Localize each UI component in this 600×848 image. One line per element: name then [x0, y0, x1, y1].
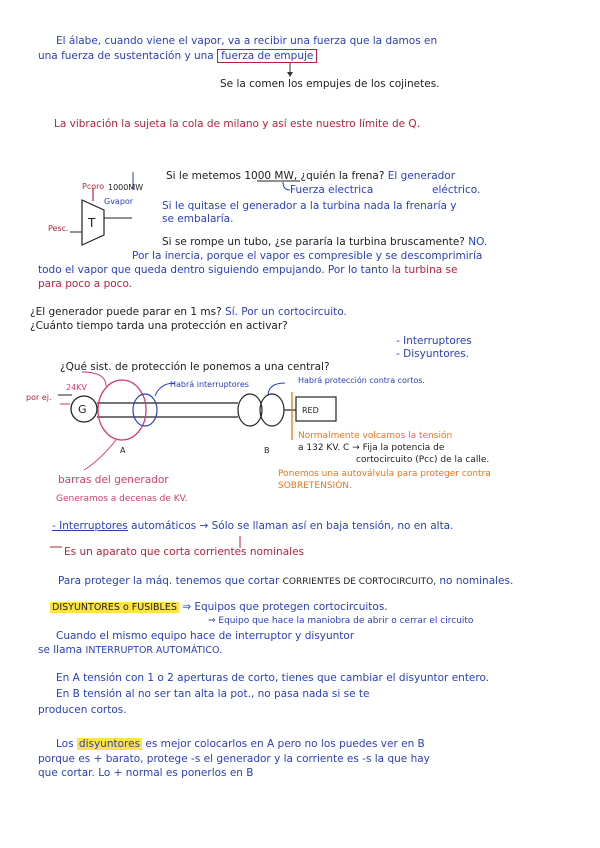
q1-line2a: Fuerza electrica — [290, 184, 374, 196]
diagram-barras: barras del generador — [58, 474, 169, 486]
p3-line2: Es un aparato que corta corrientes nominales — [64, 546, 304, 558]
p7-line2: porque es + barato, protege -s el generador y la corriente es -s la que hay — [38, 753, 430, 765]
diagram-note2: a 132 KV. C → Fija la potencia de — [298, 443, 445, 453]
p5-line4-b: INTERRUPTOR AUTOMÁTICO. — [85, 645, 223, 656]
q1-line5 — [162, 236, 487, 249]
diagram-red: RED — [302, 406, 319, 415]
q1-line8: para poco a poco. — [38, 278, 133, 290]
q2-line1 — [30, 306, 347, 319]
q3-line: ¿Qué sist. de protección le ponemos a una central? — [60, 361, 330, 373]
q1-line4: se embalaría. — [162, 213, 234, 225]
p5-line1 — [50, 601, 388, 614]
q1-line3: Si le quitase el generador a la turbina nada la frenaría y — [162, 200, 457, 212]
p5-line4-a: se llama — [38, 644, 83, 656]
diagram-voltage: 24KV — [66, 383, 87, 392]
diagram-note4: Ponemos una autoválvula para proteger contra — [278, 469, 491, 479]
p7-disyuntores: disyuntores — [78, 738, 141, 750]
turbine-t: T — [88, 216, 96, 230]
fuerza-empuje-box: fuerza de empuje — [217, 49, 317, 63]
turbine-mw: 1000MW — [108, 183, 144, 192]
turbine-pesc: Pesc. — [48, 224, 69, 233]
empuje-arrowhead — [287, 72, 293, 77]
q1-line7 — [38, 264, 457, 277]
q1-line7-a: todo el vapor que queda dentro siguiendo empujando. Por lo tanto — [38, 264, 389, 276]
transformer-ellipse-1 — [238, 394, 262, 426]
p4-line — [58, 575, 513, 589]
p5-line2: ⇒ Equipo que hace la maniobra de abrir o cerrar el circuito — [208, 616, 474, 626]
p5-line3: Cuando el mismo equipo hace de interruptor y disyuntor — [56, 630, 355, 642]
diagram-b: B — [264, 446, 270, 455]
q2-item2: - Disyuntores. — [396, 348, 470, 360]
q1-line2b: eléctrico. — [432, 184, 481, 196]
p5-line4 — [38, 644, 222, 657]
barras-pointer — [84, 440, 116, 470]
p6-line2: En B tensión al no ser tan alta la pot., no pasa nada si se te — [56, 688, 370, 700]
p7-line1-c: es mejor colocarlos en A pero no los puedes ver en B — [145, 738, 425, 750]
p4-line-a: Para proteger la máq. tenemos que cortar — [58, 575, 280, 587]
diagram-note3: cortocircuito (Pcc) de la calle. — [356, 455, 490, 465]
q1-line5-b: NO. — [468, 236, 488, 248]
diagram-a: A — [120, 446, 126, 455]
p3-line1-b: automáticos → Sólo se llaman así en baja tensión, no en alta. — [131, 520, 454, 532]
diagram-note5: SOBRETENSIÓN. — [278, 481, 352, 491]
turbine-gvapor: Gvapor — [104, 197, 134, 206]
p7-line1-a: Los — [56, 738, 74, 750]
p4-line-b: CORRIENTES DE CORTOCIRCUITO, — [282, 577, 437, 587]
p6-line3: producen cortos. — [38, 704, 127, 716]
diagram-porej: por ej. — [26, 393, 52, 402]
q2-line1-b: Sí. Por un cortocircuito. — [225, 306, 347, 318]
p7-line3: que cortar. Lo + normal es ponerlos en B — [38, 767, 254, 779]
q1-line5-a: Si se rompe un tubo, ¿se pararía la turbina bruscamente? — [162, 236, 465, 248]
p1-line2-text: una fuerza de sustentación y una — [38, 50, 214, 62]
q2-line2: ¿Cuánto tiempo tarda una protección en activar? — [30, 320, 288, 332]
transformer-ellipse-2 — [260, 394, 284, 426]
p5-arrow1: ⇒ Equipos que protegen cortocircuitos. — [182, 601, 388, 613]
barras-ellipse — [98, 380, 146, 440]
p3-line1 — [52, 520, 453, 533]
q1-line7-b: la turbina se — [391, 264, 458, 276]
diagram-note1: Normalmente volcamos la tensión — [298, 431, 453, 441]
p2-line: La vibración la sujeta la cola de milano y así este nuestro límite de Q. — [54, 118, 421, 130]
q1-line1-a: Si le metemos — [166, 170, 242, 182]
diagram-prot: Habrá protección contra cortos. — [298, 376, 425, 385]
q1-line1-c: El generador — [387, 170, 456, 182]
p7-line1 — [56, 738, 425, 751]
fuerza-pointer — [283, 182, 290, 190]
diagram-decenas: Generamos a decenas de KV. — [56, 494, 188, 504]
p1-line3: Se la comen los empujes de los cojinetes. — [220, 78, 440, 90]
q2-line1-a: ¿El generador puede parar en 1 ms? — [30, 306, 222, 318]
p4-line-c: no nominales. — [439, 575, 514, 587]
q2-item1: - Interruptores — [396, 335, 472, 347]
turbine-pcoro — [82, 180, 104, 193]
p1-line1: El álabe, cuando viene el vapor, va a recibir una fuerza que la damos en — [56, 35, 438, 47]
p6-line1: En A tensión con 1 o 2 aperturas de corto, tienes que cambiar el disyuntor entero. — [56, 672, 490, 684]
diagram-int: Habrá interruptores — [170, 380, 249, 389]
q1-line6: Por la inercia, porque el vapor es compresible y se descomprimiría — [132, 250, 483, 262]
q1-line1-b: 1000 MW, ¿quién la frena? — [244, 170, 385, 182]
p3-interruptores: - Interruptores — [52, 520, 128, 532]
p5-label: DISYUNTORES o FUSIBLES — [52, 602, 177, 613]
pcoro-label: Pcoro — [82, 182, 105, 191]
q1-line1 — [166, 170, 455, 183]
diagram-g: G — [78, 403, 87, 416]
